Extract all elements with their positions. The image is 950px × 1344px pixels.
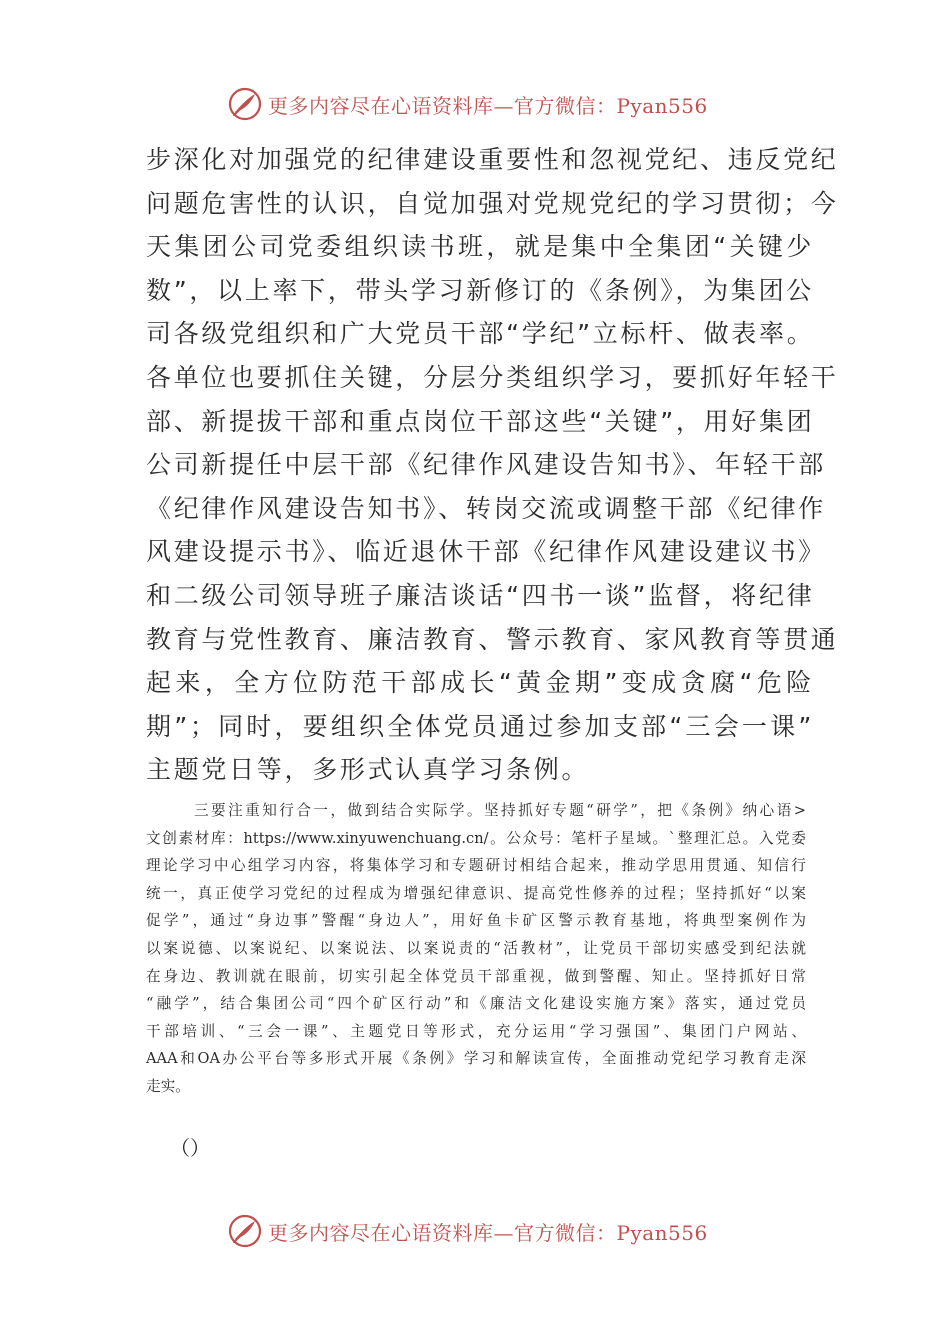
- small-line: 促学”，通过“身边事”警醒“身边人”，用好鱼卡矿区警示教育基地，将典型案例作为: [146, 912, 806, 930]
- small-line: “融学”，结合集团公司“四个矿区行动”和《廉洁文化建设实施方案》落实，通过党员: [146, 995, 806, 1013]
- main-line: 风建设提示书》、临近退休干部《纪律作风建设建议书》: [146, 537, 827, 567]
- small-line: 走实。: [146, 1077, 190, 1095]
- main-line: 天集团公司党委组织读书班，就是集中全集团“关键少: [146, 232, 814, 262]
- watermark-header: [228, 84, 748, 124]
- main-paragraph: [146, 138, 839, 792]
- main-line: 起来，全方位防范干部成长“黄金期”变成贪腐“危险: [146, 668, 814, 698]
- watermark-text: 更多内容尽在心语资料库—官方微信：Pyan556: [268, 1220, 708, 1245]
- watermark-text: 更多内容尽在心语资料库—官方微信：Pyan556: [268, 93, 708, 118]
- main-line: 和二级公司领导班子廉洁谈话“四书一谈”监督，将纪律: [146, 580, 815, 610]
- small-line: 文创素材库：https://www.xinyuwenchuang.cn/。公众号：笔杆子星域。`整理汇总。入党委: [146, 829, 806, 847]
- small-line: 在身边、教训就在眼前，切实引起全体党员干部重视，做到警醒、知止。坚持抓好日常: [146, 967, 806, 985]
- main-line: 《纪律作风建设告知书》、转岗交流或调整干部《纪律作: [146, 493, 827, 523]
- small-line: 干部培训、“三会一课”、主题党日等形式，充分运用“学习强国”、集团门户网站、: [146, 1022, 806, 1040]
- main-line: 数”，以上率下，带头学习新修订的《条例》，为集团公: [146, 275, 814, 305]
- pen-leaf-logo-icon: [228, 87, 262, 121]
- small-line: 三要注重知行合一，做到结合实际学。坚持抓好专题“研学”，把《条例》纳心语>: [194, 802, 806, 819]
- section-marker: （）: [170, 1136, 210, 1160]
- main-line: 问题危害性的认识，自觉加强对党规党纪的学习贯彻；今: [146, 188, 839, 218]
- secondary-paragraph: [146, 797, 806, 1101]
- main-line: 主题党日等，多形式认真学习条例。: [146, 755, 590, 785]
- small-line: 统一，真正使学习党纪的过程成为增强纪律意识、提高党性修养的过程；坚持抓好“以案: [146, 884, 806, 902]
- pen-leaf-logo-icon: [228, 1214, 262, 1248]
- main-line: 各单位也要抓住关键，分层分类组织学习，要抓好年轻干: [146, 362, 839, 392]
- small-line: 以案说德、以案说纪、以案说法、以案说责的“活教材”，让党员干部切实感受到纪法就: [146, 939, 806, 957]
- main-line: 司各级党组织和广大党员干部“学纪”立标杆、做表率。: [146, 319, 815, 349]
- main-line: 公司新提任中层干部《纪律作风建设告知书》、年轻干部: [146, 450, 827, 480]
- main-line: 教育与党性教育、廉洁教育、警示教育、家风教育等贯通: [146, 624, 839, 654]
- main-line: 部、新提拔干部和重点岗位干部这些“关键”，用好集团: [146, 406, 815, 436]
- watermark-footer: [228, 1211, 748, 1251]
- main-line: 步深化对加强党的纪律建设重要性和忽视党纪、违反党纪: [146, 145, 839, 174]
- main-line: 期”；同时，要组织全体党员通过参加支部“三会一课”: [146, 711, 814, 741]
- small-line: AAA和OA办公平台等多形式开展《条例》学习和解读宣传，全面推动党纪学习教育走深: [146, 1050, 806, 1068]
- small-line: 理论学习中心组学习内容，将集体学习和专题研讨相结合起来，推动学思用贯通、知信行: [146, 857, 806, 875]
